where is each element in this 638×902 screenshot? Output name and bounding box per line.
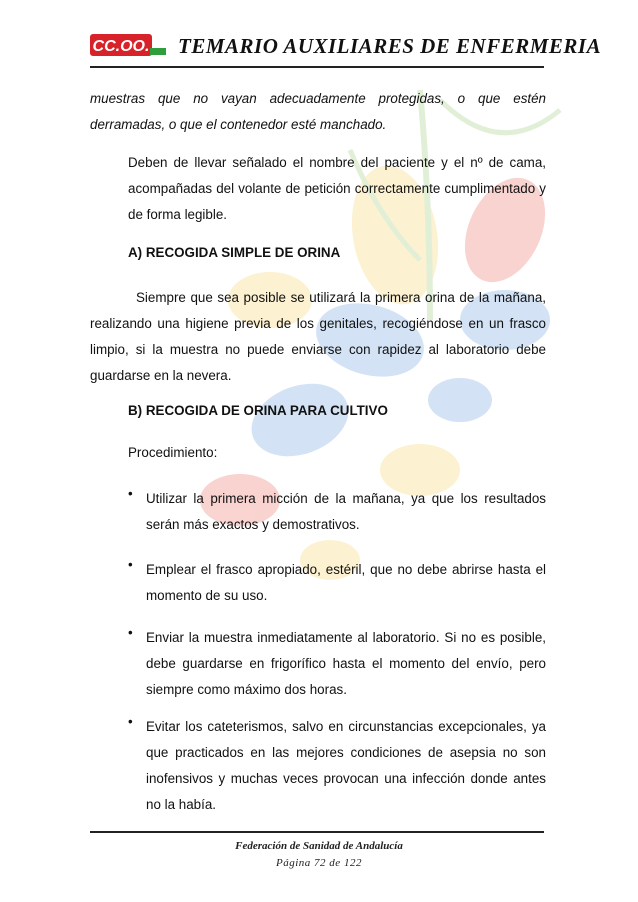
ccoo-logo	[90, 34, 166, 60]
header-rule	[90, 66, 544, 68]
heading-section-b: B) RECOGIDA DE ORINA PARA CULTIVO	[128, 403, 388, 418]
procedure-label: Procedimiento:	[128, 445, 218, 460]
bullet-icon: •	[128, 625, 133, 640]
intro-paragraph: muestras que no vayan adecuadamente protegidas, o que estén derramadas, o que el contenedor esté manchado.	[90, 91, 546, 132]
bullet-icon: •	[128, 557, 133, 572]
paragraph-section-a: Siempre que sea posible se utilizará la primera orina de la mañana, realizando una higiene previa de los genitales, recogiéndose en un frasco limpio, si la muestra no puede enviarse con rapidez al laboratorio debe guardarse en la nevera.	[90, 290, 546, 383]
heading-section-a: A) RECOGIDA SIMPLE DE ORINA	[128, 245, 341, 260]
bullet-icon: •	[128, 486, 133, 501]
footer-organization: Federación de Sanidad de Andalucía	[235, 840, 403, 852]
logo-text: CC.OO.	[92, 38, 150, 55]
bullet-item-1: Utilizar la primera micción de la mañana, ya que los resultados serán más exactos y demostrativos.	[146, 491, 546, 532]
bullet-item-4: Evitar los cateterismos, salvo en circunstancias excepcionales, ya que practicados en las mejores condiciones de asepsia no son inofensivos y muchas veces provocan una infección donde antes no la había.	[146, 719, 546, 812]
bullet-item-3: Enviar la muestra inmediatamente al laboratorio. Si no es posible, debe guardarse en frigorífico hasta el momento del envío, pero siempre como máximo dos horas.	[146, 630, 546, 697]
page-number: Página 72 de 122	[276, 857, 362, 869]
bullet-item-2: Emplear el frasco apropiado, estéril, que no debe abrirse hasta el momento de su uso.	[146, 562, 546, 603]
document-title: TEMARIO AUXILIARES DE ENFERMERIA	[178, 34, 602, 58]
paragraph-labeling: Deben de llevar señalado el nombre del paciente y el nº de cama, acompañadas del volante de petición correctamente cumplimentado y de forma legible.	[128, 155, 546, 222]
bullet-icon: •	[128, 714, 133, 729]
footer-rule	[90, 831, 544, 833]
